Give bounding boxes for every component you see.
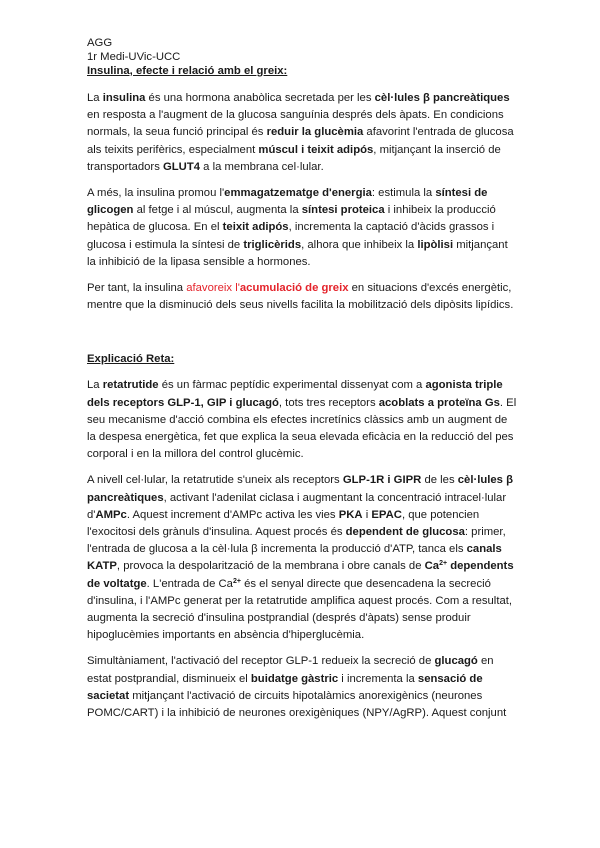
text-run: en resposta a l'augment de la glucosa sanguínia després dels àpats. En condicions normals, la seua funció principal és: [87, 109, 504, 139]
highlighted-text: afavoreix l': [186, 282, 240, 295]
bold-text: AMPc: [95, 508, 127, 521]
text-run: A nivell cel·lular, la retatrutide s'uneix als receptors: [87, 474, 343, 487]
text-run: al fetge i al múscul, augmenta la: [133, 204, 302, 217]
text-run: Per tant, la insulina: [87, 282, 187, 295]
highlighted-text: acumulació de greix: [239, 282, 349, 295]
bold-text: 2+: [439, 560, 448, 568]
bold-text: múscul i teixit adipós: [258, 143, 374, 156]
text-run: . El seu mecanisme d'acció combina els efectes incretínics clàssics amb un augment de la despesa energètica, fet que explica la seua elevada eficàcia en la reducció del pes corporal i en la millora del control glucèmic.: [87, 396, 517, 461]
text-run: A més, la insulina promou l': [87, 187, 225, 200]
text-run: de les: [421, 474, 458, 487]
bold-text: PKA: [338, 508, 363, 521]
bold-text: cèl·lules β pancreàtiques: [374, 92, 510, 104]
text-run: La: [87, 379, 103, 392]
bold-text: dependent de glucosa: [345, 526, 465, 539]
bold-text: acoblats a proteïna Gs: [378, 396, 500, 409]
text-run: mitjançant l'activació de circuits hipotalàmics anorexigènics (neurones POMC/CART) i la inhibició de neurones orexigèniques (NPY/AgRP). Aquest conjunt: [87, 689, 507, 720]
paragraph: [87, 280, 517, 314]
text-run: , mitjançant la inserció de transportadors: [87, 143, 501, 173]
bold-text: agonista triple dels receptors GLP-1, GIP i glucagó: [87, 379, 503, 409]
text-run: és el senyal directe que desencadena la secreció d'insulina, i l'AMPc generat per la retatrutide amplifica aquest procés. Com a resultat, augmenta la secreció d'insulina postprandial (després d'àpats) sense produir hipoglucèmies importants en absència d'hiperglucèmia.: [87, 577, 513, 642]
bold-text: EPAC: [371, 508, 402, 521]
text-run: La: [87, 92, 103, 104]
bold-text: 2+: [232, 577, 241, 585]
bold-text: Ca: [424, 560, 440, 573]
paragraph: [87, 377, 517, 463]
bold-text: síntesi de glicogen: [87, 187, 488, 217]
paragraph: [87, 90, 517, 176]
text-run: en situacions d'excés energètic, mentre que la disminució dels seus nivells facilita la mobilització dels dipòsits lipídics.: [87, 282, 514, 312]
text-run: mitjançant la inhibició de la lipasa sensible a hormones.: [87, 238, 508, 268]
text-run: i inhibeix la producció hepàtica de glucosa. En el: [87, 204, 496, 234]
text-run: i: [362, 508, 372, 521]
course-label: 1r Medi-UVic-UCC: [87, 51, 181, 63]
bold-text: sensació de sacietat: [87, 672, 483, 702]
text-run: : primer, l'entrada de glucosa a la cèl·lula β incrementa la producció d'ATP, tanca els: [87, 526, 506, 556]
bold-text: retatrutide: [102, 379, 159, 392]
text-run: Simultàniament, l'activació del receptor GLP-1 redueix la secreció de: [87, 655, 435, 668]
bold-text: GLUT4: [162, 160, 201, 173]
text-run: a la membrana cel·lular.: [200, 160, 324, 173]
text-run: . L'entrada de Ca: [146, 577, 233, 590]
bold-text: buidatge gàstric: [250, 672, 339, 685]
bold-text: reduir la glucèmia: [266, 126, 364, 139]
bold-text: canals KATP: [87, 543, 502, 573]
section-title-reta: Explicació Reta:: [87, 353, 175, 366]
text-run: , incrementa la captació d'àcids grassos i glucosa i estimula la síntesi de: [87, 221, 495, 251]
text-run: és un fàrmac peptídic experimental dissenyat com a: [158, 379, 426, 392]
bold-text: cèl·lules β pancreàtiques: [87, 474, 513, 504]
bold-text: glucagó: [434, 655, 478, 668]
text-run: , alhora que inhibeix la: [301, 238, 418, 251]
bold-text: insulina: [102, 92, 146, 104]
text-run: , que potencien l'exocitosi dels grànuls d'insulina. Aquest procés és: [87, 508, 480, 539]
section-title-insulina: Insulina, efecte i relació amb el greix:: [87, 65, 288, 77]
author-initials: AGG: [87, 37, 113, 49]
paragraph: [87, 185, 517, 271]
text-run: , activant l'adenilat ciclasa i augmentant la concentració intracel·lular d': [87, 491, 507, 521]
bold-text: dependents de voltatge: [87, 560, 514, 590]
text-run: . Aquest increment d'AMPc activa les vies: [126, 508, 339, 521]
bold-text: síntesi proteica: [301, 204, 385, 217]
text-run: i incrementa la: [338, 672, 418, 685]
document-page: [87, 36, 517, 722]
text-run: , tots tres receptors: [278, 396, 379, 409]
text-run: és una hormona anabòlica secretada per les: [145, 92, 375, 104]
text-run: afavorint l'entrada de glucosa als teixits perifèrics, especialment: [87, 126, 514, 156]
bold-text: emmagatzematge d'energia: [224, 187, 372, 200]
text-run: en estat postprandial, disminueix el: [87, 655, 494, 685]
bold-text: lipòlisi: [417, 238, 454, 251]
text-run: : estimula la: [371, 187, 436, 200]
bold-text: teixit adipós: [222, 221, 289, 234]
bold-text: triglicèrids: [243, 238, 302, 251]
paragraph: [87, 472, 517, 644]
paragraph: [87, 653, 517, 722]
text-run: , provoca la despolarització de la membrana i obre canals de: [116, 560, 425, 573]
bold-text: GLP-1R i GIPR: [342, 474, 422, 487]
